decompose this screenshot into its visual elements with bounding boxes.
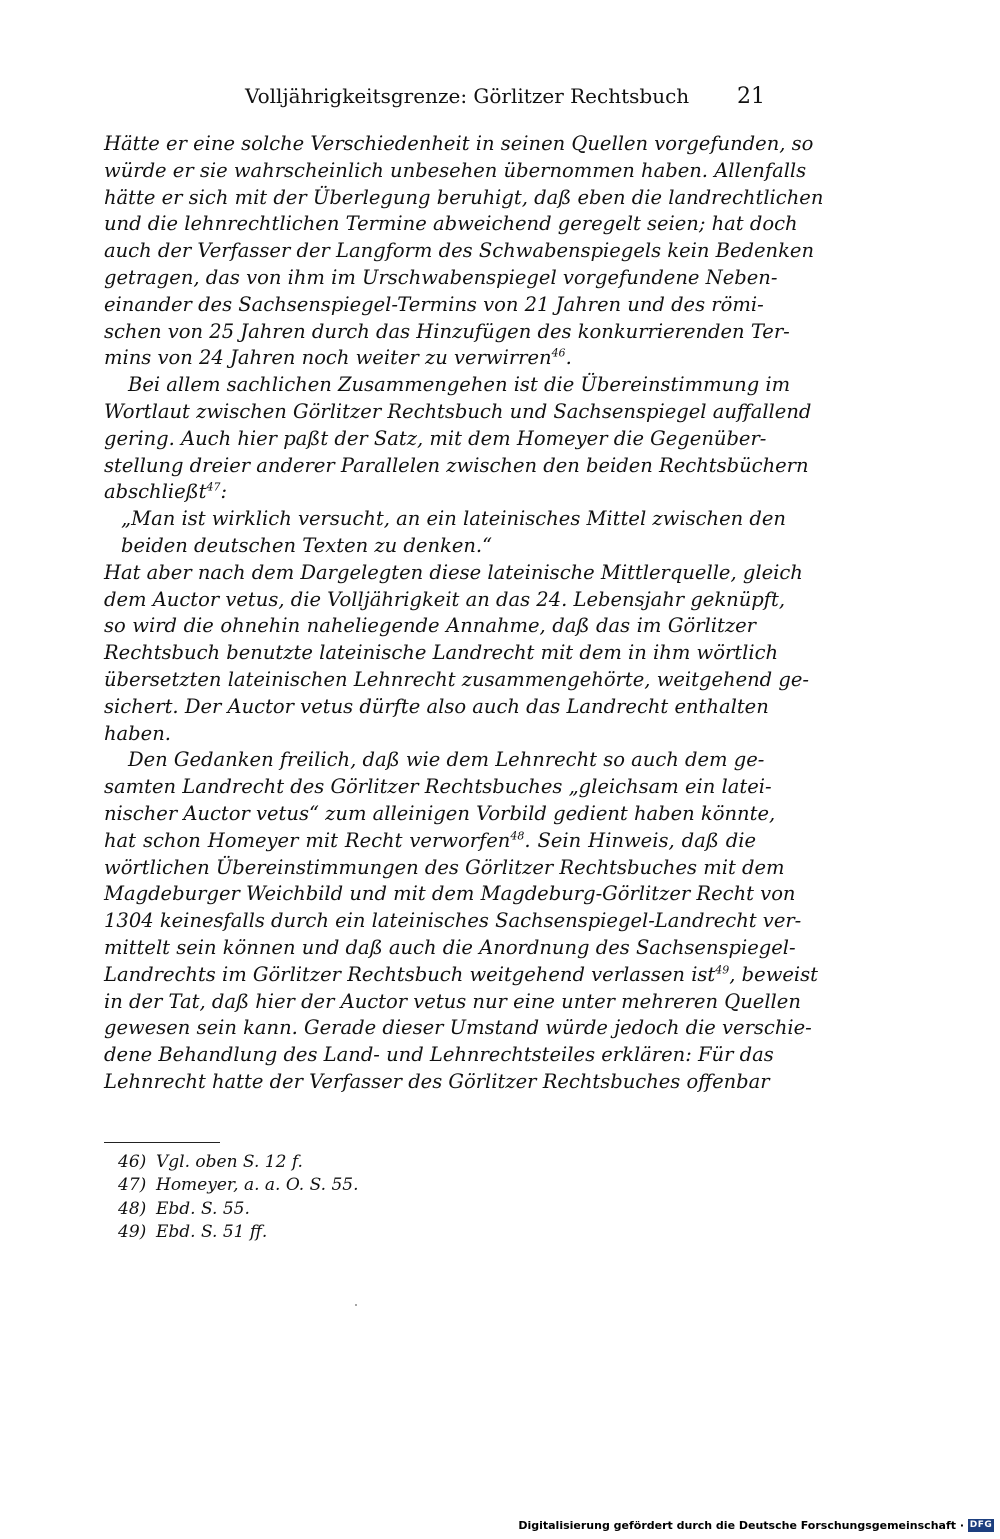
text-line: nischer Auctor vetus“ zum alleinigen Vorbild gedient haben könnte, [104, 801, 776, 825]
text-line: Landrechts im Görlitzer Rechtsbuch weitgehend verlassen ist$^{49}$, beweist [104, 962, 819, 986]
text-line: Rechtsbuch benutzte lateinische Landrecht mit dem in ihm wörtlich [104, 641, 779, 665]
running-head: Volljährigkeitsgrenze: Görlitzer Rechtsbuch [245, 84, 690, 108]
text-line: und die lehnrechtlichen Termine abweichend geregelt seien; hat doch [104, 212, 798, 236]
footnote-separator [104, 1142, 220, 1143]
footnote-ref[interactable]: 49 [715, 963, 730, 977]
text-line: so wird die ohnehin naheliegende Annahme, daß das im Görlitzer [104, 614, 756, 638]
footnotes [118, 1151, 359, 1245]
text-line: Hat aber nach dem Dargelegten diese lateinische Mittlerquelle, gleich [104, 560, 803, 584]
footnote [118, 1174, 359, 1197]
quote-line: beiden deutschen Texten zu denken.“ [121, 533, 493, 557]
text-line: stellung dreier anderer Parallelen zwischen den beiden Rechtsbüchern [104, 453, 809, 477]
text-line: hätte er sich mit der Überlegung beruhigt, daß eben die landrechtlichen [104, 185, 824, 209]
text-line: Bei allem sachlichen Zusammengehen ist die Übereinstimmung im [128, 373, 791, 397]
footnote-ref[interactable]: 47 [206, 480, 221, 494]
text-line: auch der Verfasser der Langform des Schwabenspiegels kein Bedenken [104, 239, 815, 263]
body-text [104, 131, 824, 1096]
text-line: Wortlaut zwischen Görlitzer Rechtsbuch und Sachsenspiegel auffallend [104, 399, 812, 423]
text-line: wörtlichen Übereinstimmungen des Görlitzer Rechtsbuches mit dem [104, 855, 785, 879]
text-line: dem Auctor vetus, die Volljährigkeit an das 24. Lebensjahr geknüpft, [104, 587, 786, 611]
text-line: Den Gedanken freilich, daß wie dem Lehnrecht so auch dem ge- [128, 748, 765, 772]
text-line: schen von 25 Jahren durch das Hinzufügen des konkurrierenden Ter- [104, 319, 790, 343]
page-number: 21 [737, 84, 765, 109]
footnote-mark: 48) [118, 1198, 147, 1219]
text-line: dene Behandlung des Land- und Lehnrechtsteiles erklären: Für das [104, 1043, 774, 1067]
scan-speck [355, 1304, 357, 1306]
text-line: samten Landrecht des Görlitzer Rechtsbuches „gleichsam ein latei- [104, 775, 772, 799]
footnote-text: Homeyer, a. a. O. S. 55. [156, 1175, 359, 1196]
text-line: getragen, das von ihm im Urschwabenspiegel vorgefundene Neben- [104, 265, 778, 289]
text-line: Lehnrecht hatte der Verfasser des Görlitzer Rechtsbuches offenbar [104, 1069, 770, 1093]
text-line: haben. [104, 721, 171, 745]
footnote [118, 1198, 359, 1221]
page-header [245, 84, 765, 118]
text-line: gering. Auch hier paßt der Satz, mit dem Homeyer die Gegenüber- [104, 426, 767, 450]
footnote-text: Vgl. oben S. 12 f. [156, 1152, 303, 1172]
footnote [118, 1221, 359, 1244]
footnote-text: Ebd. S. 55. [156, 1198, 250, 1219]
text-line: einander des Sachsenspiegel-Termins von 21 Jahren und des römi- [104, 292, 764, 316]
quote-line: „Man ist wirklich versucht, an ein lateinisches Mittel zwischen den [121, 507, 786, 531]
footnote [118, 1151, 359, 1174]
text-line: würde er sie wahrscheinlich unbesehen übernommen haben. Allenfalls [104, 158, 807, 182]
text-line: Hätte er eine solche Verschiedenheit in seinen Quellen vorgefunden, so [104, 132, 814, 155]
text-line: mins von 24 Jahren noch weiter zu verwirren$^{46}$. [104, 346, 572, 370]
text-line: mittelt sein können und daß auch die Anordnung des Sachsenspiegel- [104, 935, 796, 959]
footnote-text: Ebd. S. 51 ff. [156, 1222, 268, 1243]
text-line: sichert. Der Auctor vetus dürfte also auch das Landrecht enthalten [104, 694, 769, 718]
digitization-credit [518, 1517, 994, 1533]
text-line: übersetzten lateinischen Lehnrecht zusammengehörte, weitgehend ge- [104, 667, 809, 691]
footnote-ref[interactable]: 48 [510, 829, 525, 843]
text-line: in der Tat, daß hier der Auctor vetus nur eine unter mehreren Quellen [104, 989, 801, 1013]
footnote-mark: 49) [118, 1222, 147, 1243]
text-line: gewesen sein kann. Gerade dieser Umstand würde jedoch die verschie- [104, 1016, 812, 1040]
text-line: Magdeburger Weichbild und mit dem Magdeburg-Görlitzer Recht von [104, 882, 796, 906]
footnote-mark: 47) [118, 1175, 147, 1196]
footnote-mark: 46) [118, 1152, 147, 1172]
dfg-logo: DFG [969, 1519, 993, 1530]
footnote-ref[interactable]: 46 [551, 346, 566, 360]
text-line: hat schon Homeyer mit Recht verworfen$^{48}$. Sein Hinweis, daß die [104, 828, 756, 852]
credit-text: Digitalisierung gefördert durch die Deutsche Forschungsgemeinschaft · [518, 1518, 964, 1532]
text-line: abschließt$^{47}$: [104, 480, 228, 504]
text-line: 1304 keinesfalls durch ein lateinisches Sachsenspiegel-Landrecht ver- [104, 909, 802, 933]
